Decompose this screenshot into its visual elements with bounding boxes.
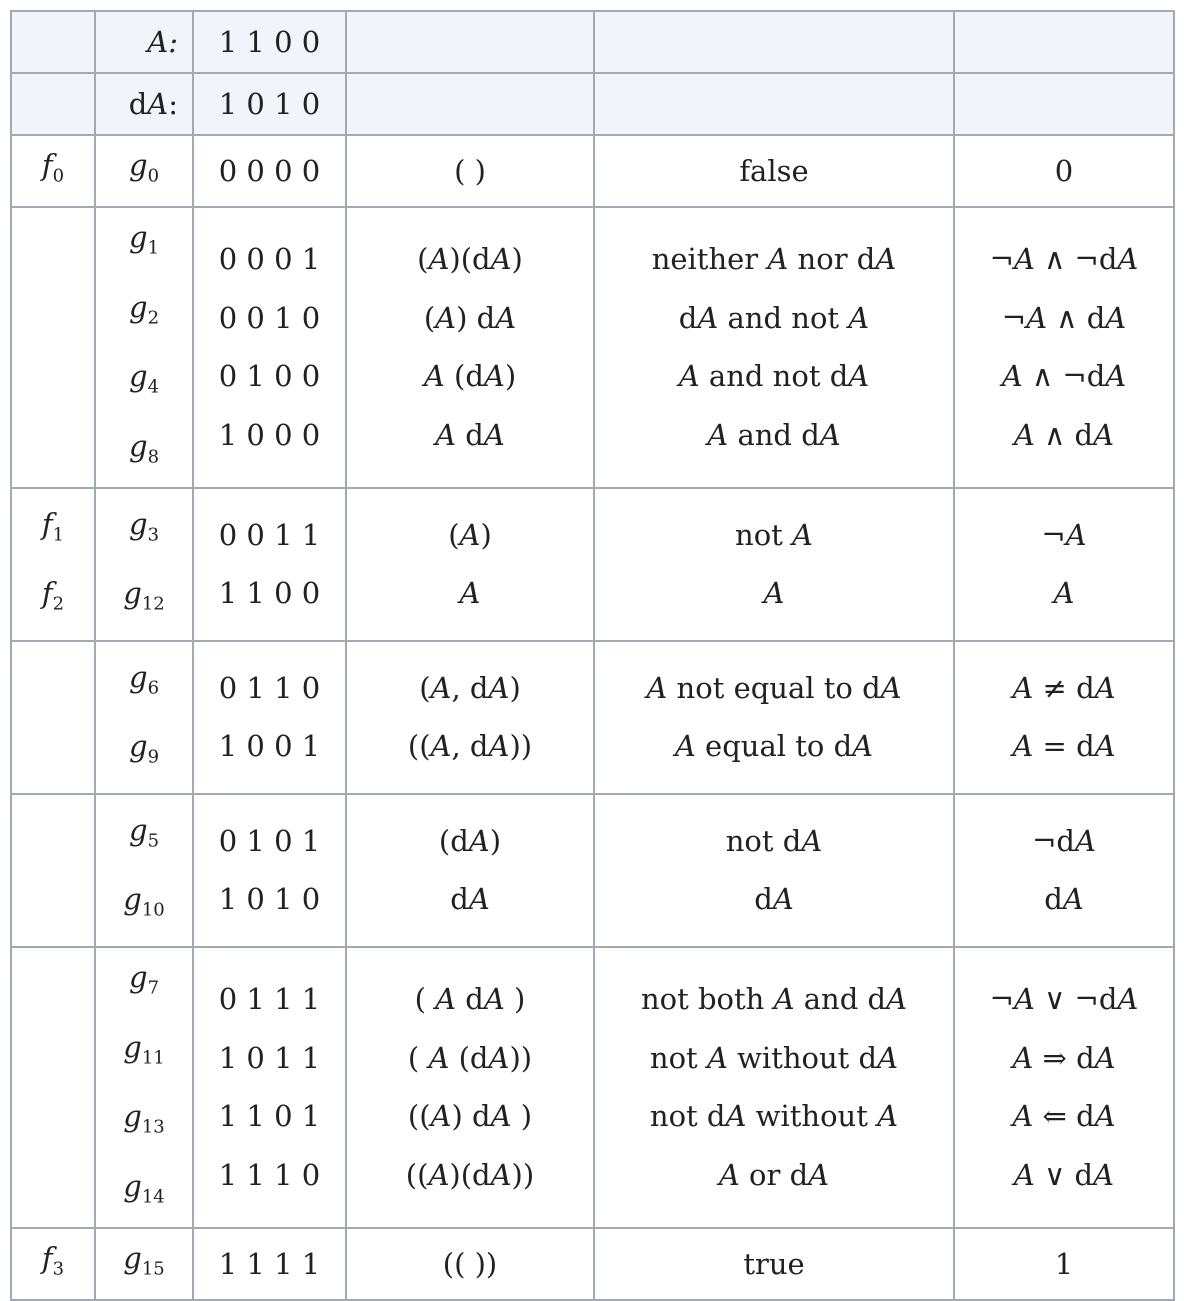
header-label-a-text: A: — [147, 25, 178, 59]
header-empty-cell — [594, 73, 954, 135]
f-label: $f_3$ — [41, 1241, 65, 1280]
bit-pattern: 1 1 1 1 — [218, 1246, 321, 1281]
english-reading: A not equal to dA — [646, 670, 902, 705]
logic-formula: A ∧ ¬dA — [1001, 359, 1127, 394]
bit-pattern-cell — [193, 794, 346, 947]
header-empty-cell — [346, 11, 594, 73]
g-label-cell — [95, 641, 193, 794]
cactus-expression: A dA — [435, 417, 505, 452]
g-label-cell — [95, 488, 193, 641]
g-label: $g_{10}$ — [123, 882, 165, 921]
g-label-cell — [95, 1228, 193, 1300]
header-label-a — [95, 11, 193, 73]
bit-pattern: 0 1 0 0 — [218, 359, 321, 394]
english-reading: neither A nor dA — [651, 242, 897, 277]
logic-formula-cell — [954, 207, 1174, 488]
english-reading: dA and not A — [678, 300, 870, 335]
english-reading: A and not dA — [678, 359, 870, 394]
english-reading: false — [739, 153, 809, 188]
logic-formula-cell — [954, 488, 1174, 641]
f-label-cell — [11, 947, 95, 1228]
g-label: $g_7$ — [128, 959, 159, 999]
table-body — [11, 11, 1174, 1300]
g-label: $g_5$ — [128, 812, 159, 851]
cactus-expression-cell — [346, 641, 594, 794]
english-reading-cell — [594, 947, 954, 1228]
logic-formula: 0 — [1054, 153, 1074, 188]
header-f-cell — [11, 11, 95, 73]
bit-pattern: 0 1 0 1 — [218, 823, 321, 858]
bit-pattern-cell — [193, 641, 346, 794]
cactus-expression: (( )) — [442, 1246, 498, 1281]
bit-pattern: 1 0 0 1 — [218, 729, 321, 764]
f-label-cell — [11, 641, 95, 794]
cactus-expression-cell — [346, 488, 594, 641]
bit-pattern: 0 0 0 0 — [218, 153, 321, 188]
group-row — [11, 947, 1174, 1228]
cactus-expression: dA — [450, 882, 490, 917]
logic-formula: A = dA — [1012, 729, 1116, 764]
cactus-expression-cell — [346, 794, 594, 947]
english-reading: not both A and dA — [640, 982, 908, 1017]
logic-formula: ¬A ∧ dA — [1001, 300, 1127, 335]
bit-pattern: 0 1 1 1 — [218, 982, 321, 1017]
english-reading: A — [763, 576, 785, 611]
cactus-expression: ((A, dA)) — [407, 729, 533, 764]
g-label: $g_{14}$ — [123, 1169, 165, 1208]
logic-formula: A ⇐ dA — [1012, 1099, 1116, 1134]
header-bits-a: 1 1 0 0 — [193, 11, 346, 73]
g-label: $g_6$ — [128, 659, 159, 698]
header-bits-da: 1 0 1 0 — [193, 73, 346, 135]
group-row — [11, 207, 1174, 488]
bit-pattern: 1 1 1 0 — [218, 1157, 321, 1192]
cactus-expression: A (dA) — [423, 359, 517, 394]
english-reading-cell — [594, 207, 954, 488]
english-reading: not A without dA — [649, 1040, 899, 1075]
english-reading: not dA without A — [649, 1099, 899, 1134]
cactus-expression-cell — [346, 207, 594, 488]
f-label: $f_1$ — [41, 506, 65, 545]
group-row — [11, 1228, 1174, 1300]
logic-formula: ¬A ∨ ¬dA — [989, 982, 1139, 1017]
cactus-expression: (dA) — [438, 823, 502, 858]
bit-pattern: 0 0 1 0 — [218, 300, 321, 335]
bit-pattern: 0 1 1 0 — [218, 670, 321, 705]
bit-pattern: 1 0 1 0 — [218, 882, 321, 917]
logic-formula: A — [1053, 576, 1075, 611]
cactus-expression-cell — [346, 1228, 594, 1300]
header-empty-cell — [346, 73, 594, 135]
g-label: $g_3$ — [128, 506, 159, 545]
bit-pattern: 0 0 0 1 — [218, 242, 321, 277]
logic-formula: ¬A ∧ ¬dA — [989, 242, 1139, 277]
logic-formula: 1 — [1054, 1246, 1074, 1281]
bit-pattern: 1 1 0 1 — [218, 1099, 321, 1134]
logic-formula: ¬dA — [1032, 823, 1096, 858]
f-label: $f_0$ — [41, 148, 65, 187]
bit-pattern-cell — [193, 488, 346, 641]
header-empty-cell — [954, 73, 1174, 135]
g-label-cell — [95, 135, 193, 207]
english-reading-cell — [594, 794, 954, 947]
logic-formula: A ⇒ dA — [1012, 1040, 1116, 1075]
cactus-expression: ((A) dA ) — [407, 1099, 533, 1134]
bit-pattern-cell — [193, 135, 346, 207]
english-reading-cell — [594, 135, 954, 207]
boolean-functions-table — [10, 10, 1175, 1301]
english-reading: A and dA — [707, 417, 841, 452]
logic-formula: ¬A — [1041, 517, 1087, 552]
g-label: $g_{13}$ — [123, 1099, 165, 1138]
english-reading: A or dA — [718, 1157, 830, 1192]
g-label: $g_{11}$ — [123, 1029, 165, 1068]
f-label-cell — [11, 794, 95, 947]
f-label-cell — [11, 488, 95, 641]
english-reading: not dA — [725, 823, 823, 858]
bit-pattern-cell — [193, 207, 346, 488]
logic-formula-cell — [954, 1228, 1174, 1300]
g-label: $g_4$ — [128, 359, 159, 398]
bit-pattern-cell — [193, 947, 346, 1228]
logic-formula-cell — [954, 794, 1174, 947]
g-label: $g_2$ — [128, 289, 159, 328]
english-reading-cell — [594, 1228, 954, 1300]
group-row — [11, 794, 1174, 947]
logic-formula-cell — [954, 135, 1174, 207]
english-reading: dA — [754, 882, 794, 917]
logic-formula-cell — [954, 947, 1174, 1228]
bit-pattern: 1 0 0 0 — [218, 417, 321, 452]
cactus-expression: ( A (dA)) — [407, 1040, 533, 1075]
english-reading: A equal to dA — [674, 729, 874, 764]
f-label-cell — [11, 1228, 95, 1300]
cactus-expression: ( A dA ) — [414, 982, 526, 1017]
cactus-expression-cell — [346, 947, 594, 1228]
g-label-cell — [95, 947, 193, 1228]
group-row — [11, 135, 1174, 207]
cactus-expression: (A)(dA) — [417, 242, 523, 277]
logic-formula: A ≠ dA — [1012, 670, 1116, 705]
header-label-da — [95, 73, 193, 135]
bit-pattern: 1 1 0 0 — [218, 576, 321, 611]
bit-pattern: 1 0 1 1 — [218, 1040, 321, 1075]
header-empty-cell — [954, 11, 1174, 73]
header-row-da — [11, 73, 1174, 135]
cactus-expression: ((A)(dA)) — [405, 1157, 535, 1192]
header-row-a — [11, 11, 1174, 73]
f-label-cell — [11, 207, 95, 488]
g-label: $g_8$ — [128, 429, 159, 468]
cactus-expression: (A) — [448, 517, 492, 552]
f-label: $f_2$ — [41, 576, 65, 615]
g-label-cell — [95, 794, 193, 947]
cactus-expression: A — [459, 576, 481, 611]
group-row — [11, 488, 1174, 641]
g-label: $g_{12}$ — [123, 576, 165, 615]
english-reading: not A — [735, 517, 813, 552]
group-row — [11, 641, 1174, 794]
bit-pattern: 0 0 1 1 — [218, 517, 321, 552]
logic-formula: A ∨ dA — [1013, 1157, 1115, 1192]
g-label: $g_9$ — [128, 729, 159, 768]
header-empty-cell — [594, 11, 954, 73]
g-label: $g_1$ — [128, 219, 159, 259]
english-reading-cell — [594, 641, 954, 794]
english-reading-cell — [594, 488, 954, 641]
cactus-expression: (A, dA) — [419, 670, 521, 705]
g-label: $g_{15}$ — [123, 1241, 165, 1280]
g-label: $g_0$ — [128, 148, 159, 187]
logic-formula-cell — [954, 641, 1174, 794]
g-label-cell — [95, 207, 193, 488]
header-label-da-text: dA: — [128, 87, 178, 121]
cactus-expression-cell — [346, 135, 594, 207]
bit-pattern-cell — [193, 1228, 346, 1300]
f-label-cell — [11, 135, 95, 207]
cactus-expression: (A) dA — [423, 300, 517, 335]
cactus-expression: ( ) — [454, 153, 486, 188]
logic-formula: dA — [1044, 882, 1084, 917]
header-f-cell — [11, 73, 95, 135]
english-reading: true — [743, 1246, 805, 1281]
logic-formula: A ∧ dA — [1013, 417, 1115, 452]
